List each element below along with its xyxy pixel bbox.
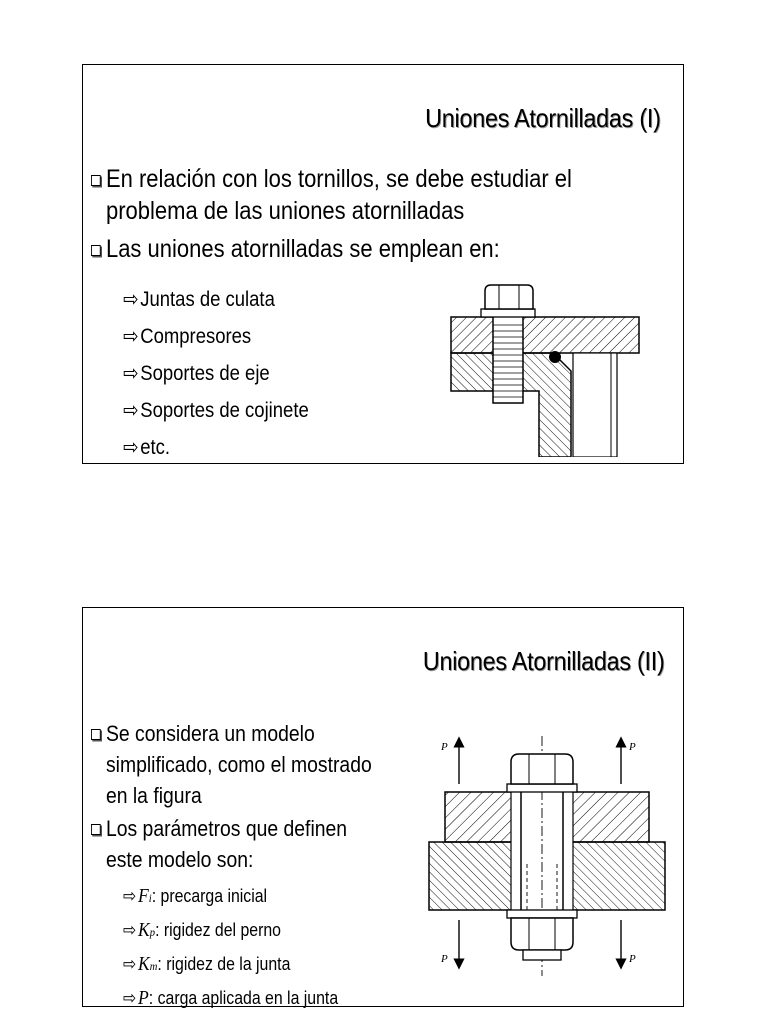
parameter-subscript: m xyxy=(149,959,158,973)
slide-title: Uniones Atornilladas (II) xyxy=(423,646,665,676)
bullet-text: Las uniones atornilladas se emplean en: xyxy=(105,235,500,263)
checkbox-square-icon xyxy=(91,175,101,186)
outline-right-arrow-icon: ⇨ xyxy=(123,288,139,311)
sub-bullet-item xyxy=(123,281,309,318)
parameter-description: : precarga inicial xyxy=(151,886,268,906)
bullet-list xyxy=(91,163,651,265)
outline-right-arrow-icon: ⇨ xyxy=(123,436,139,459)
parameter-list xyxy=(123,880,367,1014)
sub-bullet-item xyxy=(123,355,309,392)
parameter-symbol: P xyxy=(138,987,149,1009)
slide-1 xyxy=(82,64,684,464)
bullet-item xyxy=(91,163,637,227)
outline-right-arrow-icon: ⇨ xyxy=(123,954,137,974)
outline-right-arrow-icon: ⇨ xyxy=(123,399,139,422)
bolt-model-figure xyxy=(427,734,671,978)
bullet-list xyxy=(91,718,421,875)
sub-bullet-list xyxy=(123,281,334,466)
outline-right-arrow-icon: ⇨ xyxy=(123,988,137,1008)
parameter-item xyxy=(123,914,338,948)
sub-bullet-text: Soportes de eje xyxy=(140,362,270,385)
sub-bullet-text: Compresores xyxy=(140,325,252,348)
sub-bullet-text: Juntas de culata xyxy=(140,288,275,311)
checkbox-square-icon xyxy=(91,824,101,835)
sub-bullet-text: Soportes de cojinete xyxy=(140,399,309,422)
parameter-item xyxy=(123,982,338,1014)
load-label-p: P xyxy=(629,953,636,965)
parameter-description: : carga aplicada en la junta xyxy=(148,988,339,1008)
parameter-item xyxy=(123,880,338,914)
bullet-item xyxy=(91,813,381,875)
parameter-symbol: K xyxy=(138,919,150,941)
outline-right-arrow-icon: ⇨ xyxy=(123,920,137,940)
parameter-symbol: K xyxy=(138,953,150,975)
bullet-text: Los parámetros que definen este modelo son: xyxy=(105,816,348,872)
load-label-p: P xyxy=(629,741,636,753)
slide-2 xyxy=(82,607,684,1007)
parameter-description: : rigidez de la junta xyxy=(157,954,291,974)
parameter-subscript: i xyxy=(148,891,152,905)
bullet-text: En relación con los tornillos, se debe estudiar el problema de las uniones atornilladas xyxy=(105,165,572,225)
parameter-item xyxy=(123,948,338,982)
checkbox-square-icon xyxy=(91,729,101,740)
parameter-symbol: F xyxy=(138,885,149,907)
bullet-item xyxy=(91,233,637,265)
bolted-flange-figure xyxy=(443,281,643,457)
parameter-subscript: p xyxy=(149,925,156,939)
sub-bullet-text: etc. xyxy=(140,436,171,459)
slide-title: Uniones Atornilladas (I) xyxy=(425,103,661,133)
bullet-text: Se considera un modelo simplificado, como el mostrado en la figura xyxy=(105,721,372,808)
sub-bullet-item xyxy=(123,318,309,355)
load-label-p: P xyxy=(441,953,448,965)
sub-bullet-item xyxy=(123,392,309,429)
outline-right-arrow-icon: ⇨ xyxy=(123,325,139,348)
checkbox-square-icon xyxy=(91,245,101,256)
bullet-item xyxy=(91,718,381,811)
outline-right-arrow-icon: ⇨ xyxy=(123,362,139,385)
load-label-p: P xyxy=(441,741,448,753)
parameter-description: : rigidez del perno xyxy=(155,920,281,940)
outline-right-arrow-icon: ⇨ xyxy=(123,886,137,906)
sub-bullet-item xyxy=(123,429,309,466)
